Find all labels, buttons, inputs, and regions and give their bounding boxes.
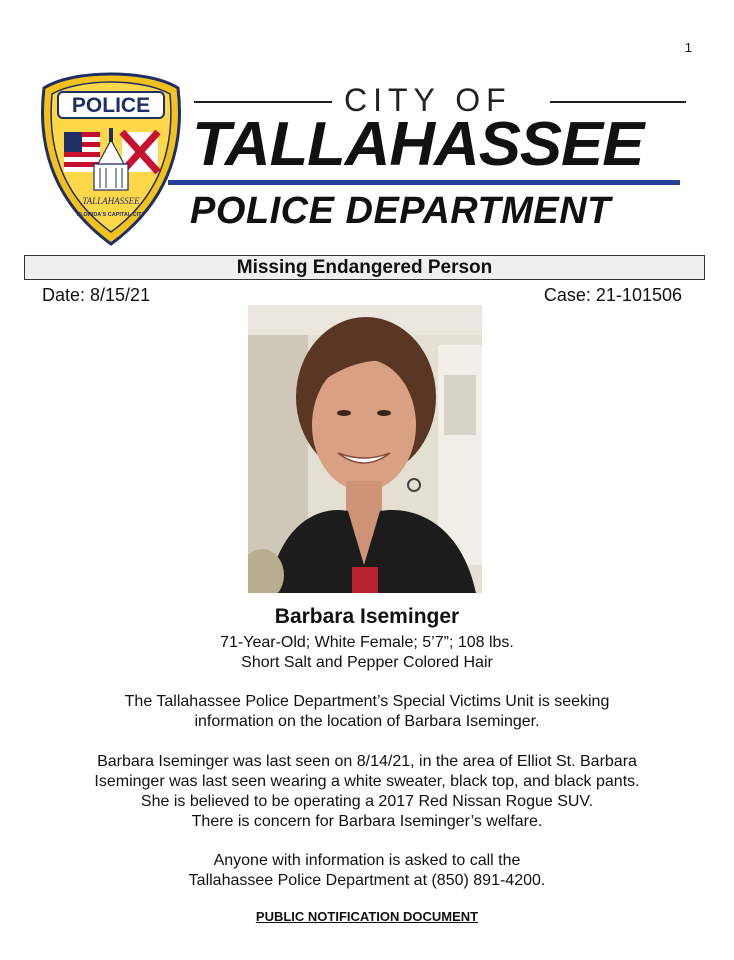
bulletin-date: Date: 8/15/21 — [42, 285, 151, 305]
department-heading: POLICE DEPARTMENT — [190, 190, 611, 232]
public-notification-text: PUBLIC NOTIFICATION DOCUMENT — [255, 909, 479, 924]
details-line-2: Iseminger was last seen wearing a white sweater, black top, and black pants. — [94, 773, 640, 790]
badge-motto-text: FLORIDA'S CAPITAL CITY — [76, 212, 146, 218]
details-line-4: There is concern for Barbara Iseminger’s welfare. — [191, 813, 543, 830]
bulletin-title: Missing Endangered Person — [236, 257, 493, 278]
details-line-3: She is believed to be operating a 2017 Red Nissan Rogue SUV. — [140, 793, 594, 810]
person-hair: Short Salt and Pepper Colored Hair — [241, 654, 493, 671]
person-description: 71-Year-Old; White Female; 5’7”; 108 lbs. — [220, 634, 514, 651]
intro-line-1: The Tallahassee Police Department’s Special Victims Unit is seeking — [124, 693, 610, 710]
bulletin-case-number: Case: 21-101506 — [543, 285, 682, 305]
page-number: 1 — [684, 40, 692, 55]
contact-line-1: Anyone with information is asked to call the — [213, 852, 521, 869]
city-name-heading: TALLAHASSEE — [192, 110, 644, 179]
bulletin-title-box — [24, 255, 705, 280]
city-of-text: CITY OF — [344, 82, 512, 118]
details-line-1: Barbara Iseminger was last seen on 8/14/21, in the area of Elliot St. Barbara — [97, 753, 637, 770]
intro-line-2: information on the location of Barbara Iseminger. — [194, 713, 540, 730]
public-notification-footer — [0, 909, 734, 924]
badge-police-text: POLICE — [71, 94, 151, 117]
missing-person-photo — [248, 305, 482, 593]
police-badge-logo — [36, 68, 186, 248]
person-name: Barbara Iseminger — [274, 605, 460, 628]
badge-city-text: TALLAHASSEE — [82, 196, 140, 206]
brand-divider-bar — [168, 180, 680, 185]
contact-line-2: Tallahassee Police Department at (850) 891-4200. — [188, 872, 546, 889]
